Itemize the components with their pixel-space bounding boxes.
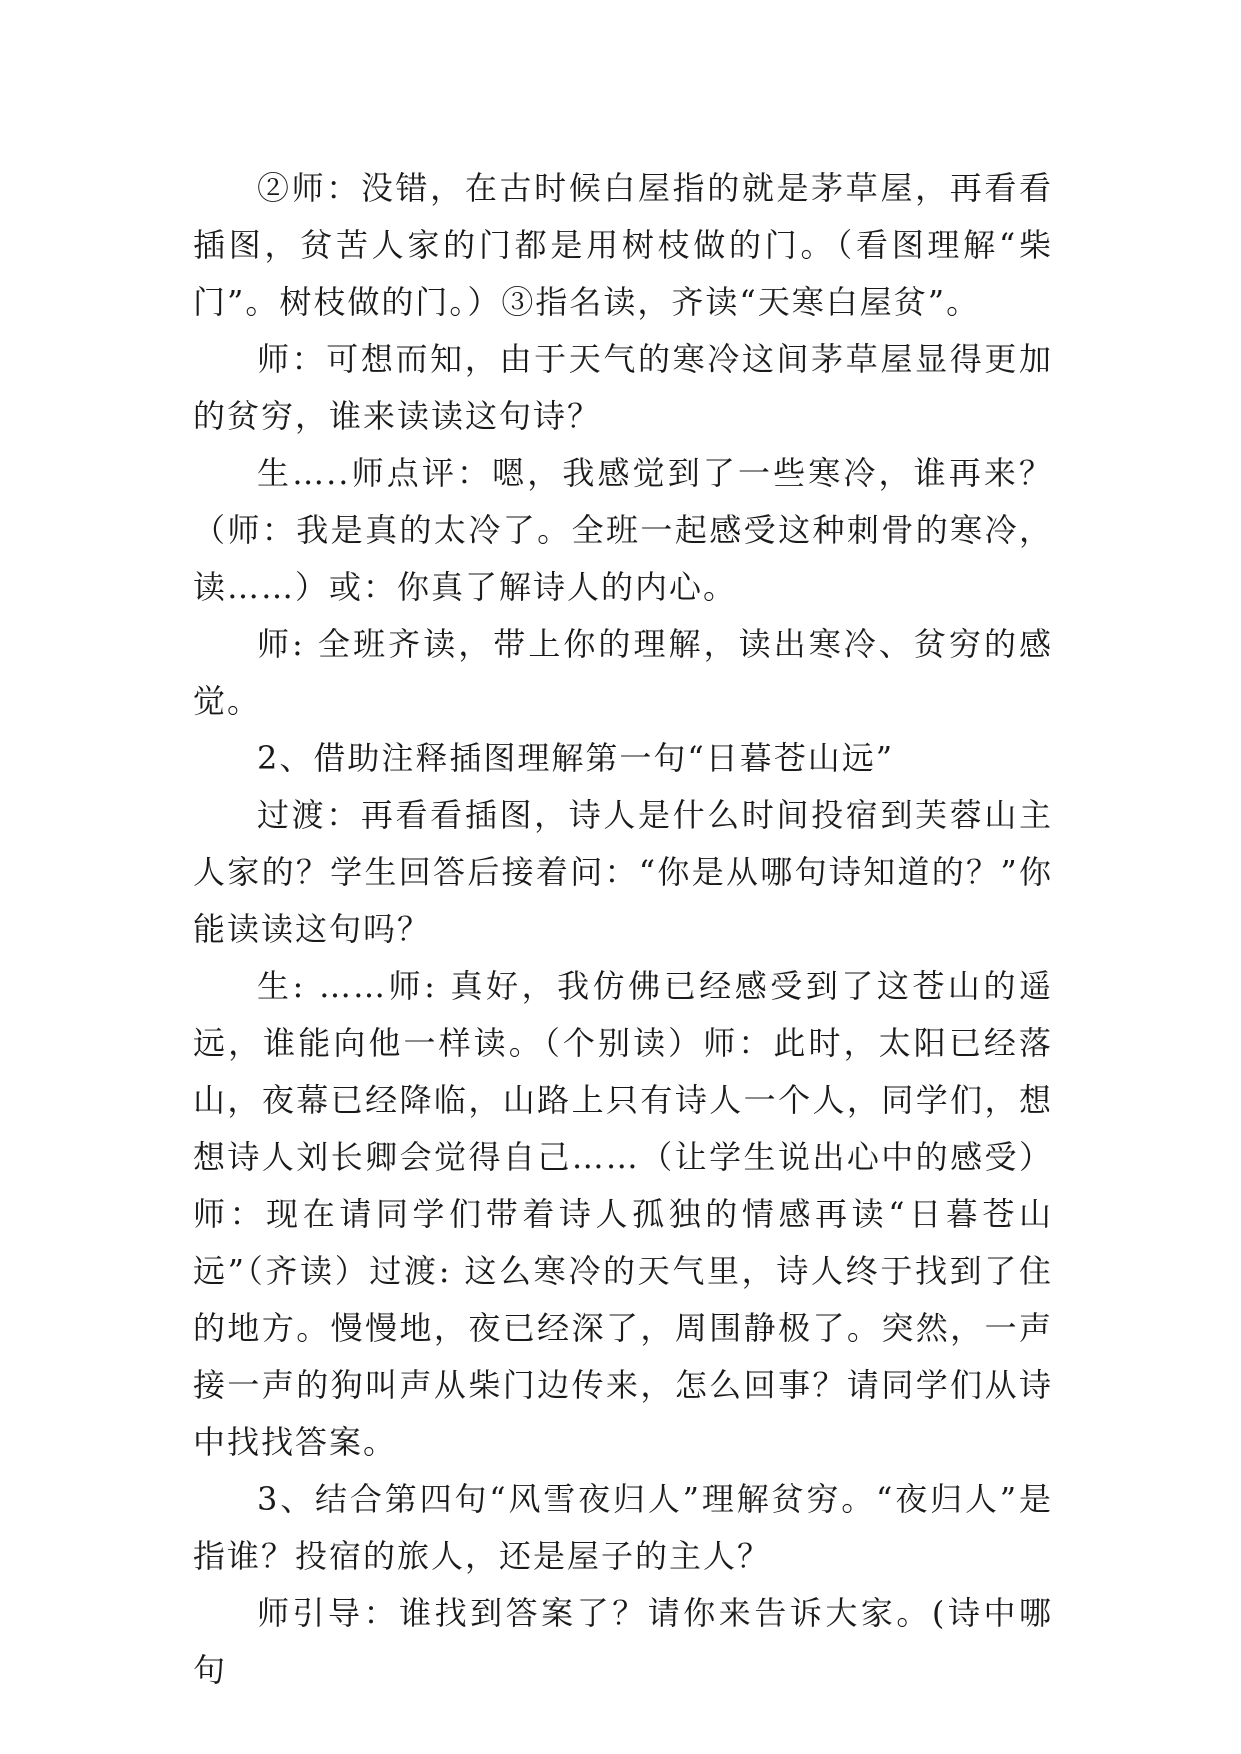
paragraph-teacher-poverty: 师：可想而知，由于天气的寒冷这间茅草屋显得更加的贫穷，谁来读读这句诗？ [193,340,1053,435]
paragraph-student-reading-cold: 生…..师点评：嗯，我感觉到了一些寒冷，谁再来？（师：我是真的太冷了。全班一起感受这种刺骨的寒冷，读……）或：你真了解诗人的内心。 [193,454,1053,606]
paragraph-explain-chaimen: ②师：没错，在古时候白屋指的就是茅草屋，再看看插图，贫苦人家的门都是用树枝做的门。（看图理解“柴门”。树枝做的门。）③指名读，齐读“天寒白屋贫”。 [193,169,1053,321]
paragraph-student-distant-mountains: 生: ……师: 真好，我仿佛已经感受到了这苍山的遥远，谁能向他一样读。（个别读）师：此时，太阳已经落山，夜幕已经降临，山路上只有诗人一个人，同学们，想想诗人刘长卿会觉得自己……（让学生说出心中的感受）师：现在请同学们带着诗人孤独的情感再读“日暮苍山远”（齐读）过渡: 这么寒冷的天气里，诗人终于找到了住的地方。慢慢地，夜已经深了，周围静极了。突然，一声接一声的狗叫声从柴门边传来，怎么回事？请同学们从诗中找找答案。 [193,967,1053,1461]
paragraph-transition-time: 过渡：再看看插图，诗人是什么时间投宿到芙蓉山主人家的？学生回答后接着问：“你是从哪句诗知道的？”你能读读这句吗？ [193,796,1053,948]
paragraph-step-2-heading: 2、借助注释插图理解第一句“日暮苍山远” [257,739,895,777]
document-body [193,160,1053,1699]
paragraph-teacher-guide: 师引导：谁找到答案了？请你来告诉大家。(诗中哪句 [193,1594,1053,1689]
paragraph-class-reading: 师: 全班齐读，带上你的理解，读出寒冷、贫穷的感觉。 [193,625,1053,720]
paragraph-step-3-heading: 3、结合第四句“风雪夜归人”理解贫穷。“夜归人”是指谁？投宿的旅人，还是屋子的主人？ [193,1480,1053,1575]
